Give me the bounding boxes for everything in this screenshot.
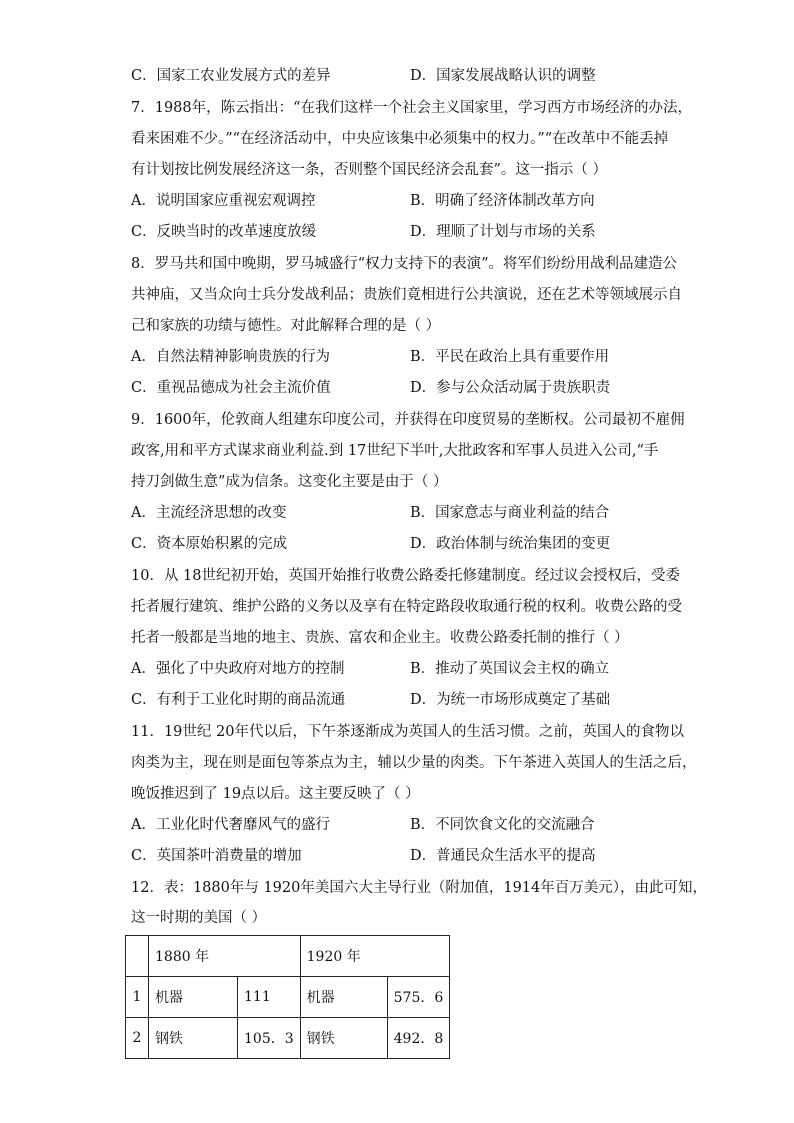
q8-text-line-3: 己和家族的功绩与德性。对此解释合理的是（ ） (131, 318, 441, 334)
industry-table (125, 935, 450, 1059)
q11-text-line-3: 晚饭推迟到了 19点以后。这主要反映了（ ） (131, 786, 420, 802)
table-row (126, 1018, 450, 1059)
q8-option-d: D．参与公众活动属于贵族职责 (410, 380, 611, 396)
q12-text-line-1: 12．表：1880年与 1920年美国六大主导行业（附加值，1914年百万美元），由此可知， (131, 880, 708, 896)
q12-text-line-2: 这一时期的美国（ ） (131, 910, 267, 926)
table-cell-industry-1880: 钢铁 (149, 1018, 238, 1059)
q10-text-line-3: 托者一般都是当地的地主、贵族、富农和企业主。收费公路委托制的推行（ ） (131, 630, 629, 646)
q10-text-line-2: 托者履行建筑、维护公路的义务以及享有在特定路段收取通行税的权利。收费公路的受 (131, 599, 682, 615)
q6-option-c: C．国家工农业发展方式的差异 (131, 68, 331, 84)
table-cell-industry-1880: 机器 (149, 977, 238, 1018)
q10-option-a: A．强化了中央政府对地方的控制 (131, 661, 345, 677)
q9-option-a: A．主流经济思想的改变 (131, 505, 287, 521)
q7-text-line-1: 7．1988年，陈云指出：“在我们这样一个社会主义国家里，学习西方市场经济的办法， (131, 100, 693, 116)
table-cell-industry-1920: 钢铁 (300, 1018, 387, 1059)
q9-option-d: D．政治体制与统治集团的变更 (410, 536, 611, 552)
q11-text-line-1: 11．19世纪 20年代以后，下午茶逐渐成为英国人的生活习惯。之前，英国人的食物以 (131, 724, 684, 740)
q11-text-line-2: 肉类为主，现在则是面包等茶点为主，辅以少量的肉类。下午茶进入英国人的生活之后， (131, 755, 697, 771)
q10-option-d: D．为统一市场形成奠定了基础 (410, 692, 611, 708)
q8-text-line-1: 8．罗马共和国中晚期，罗马城盛行“权力支持下的表演”。将军们纷纷用战利品建造公 (131, 256, 678, 272)
q8-option-c: C．重视品德成为社会主流价值 (131, 380, 331, 396)
q9-text-line-2: 政客,用和平方式谋求商业利益.到 17世纪下半叶,大批政客和军事人员进入公司,“手 (131, 443, 659, 459)
q7-option-d: D．理顺了计划与市场的关系 (410, 224, 596, 240)
table-header-cell: 1880 年 (149, 936, 301, 977)
table-cell-value-1920: 492．8 (387, 1018, 450, 1059)
q9-text-line-1: 9．1600年，伦敦商人组建东印度公司，并获得在印度贸易的垄断权。公司最初不雇佣 (131, 412, 685, 428)
q8-option-b: B．平民在政治上具有重要作用 (410, 349, 610, 365)
q6-option-d: D．国家发展战略认识的调整 (410, 68, 596, 84)
table-header-row (126, 936, 450, 977)
q10-option-c: C．有利于工业化时期的商品流通 (131, 692, 346, 708)
table-cell-industry-1920: 机器 (300, 977, 387, 1018)
table-cell-value-1880: 105．3 (238, 1018, 301, 1059)
q7-text-line-2: 看来困难不少。”“在经济活动中，中央应该集中必须集中的权力。”“在改革中不能丢掉 (131, 131, 669, 147)
q9-option-c: C．资本原始积累的完成 (131, 536, 288, 552)
q7-option-b: B．明确了经济体制改革方向 (410, 193, 595, 209)
q7-option-c: C．反映当时的改革速度放缓 (131, 224, 317, 240)
q8-text-line-2: 共神庙，又当众向士兵分发战利品；贵族们竟相进行公共演说，还在艺术等领域展示自 (131, 287, 682, 303)
q11-option-a: A．工业化时代奢靡风气的盛行 (131, 817, 330, 833)
q11-option-b: B．不同饮食文化的交流融合 (410, 817, 595, 833)
q10-option-b: B．推动了英国议会主权的确立 (410, 661, 610, 677)
table-cell-rank: 1 (126, 977, 149, 1018)
q9-text-line-3: 持刀剑做生意”成为信条。这变化主要是由于（ ） (131, 474, 448, 490)
table-header-cell (126, 936, 149, 977)
table-cell-rank: 2 (126, 1018, 149, 1059)
q11-option-c: C．英国茶叶消费量的增加 (131, 848, 302, 864)
table-header-cell: 1920 年 (300, 936, 450, 977)
q11-option-d: D．普通民众生活水平的提高 (410, 848, 596, 864)
q7-option-a: A．说明国家应重视宏观调控 (131, 193, 316, 209)
table-cell-value-1880: 111 (238, 977, 301, 1018)
table-cell-value-1920: 575．6 (387, 977, 450, 1018)
table-row (126, 977, 450, 1018)
q10-text-line-1: 10．从 18世纪初开始，英国开始推行收费公路委托修建制度。经过议会授权后，受委 (131, 568, 681, 584)
q9-option-b: B．国家意志与商业利益的结合 (410, 505, 610, 521)
q7-text-line-3: 有计划按比例发展经济这一条，否则整个国民经济会乱套”。这一指示（ ） (131, 162, 608, 178)
q8-option-a: A．自然法精神影响贵族的行为 (131, 349, 330, 365)
